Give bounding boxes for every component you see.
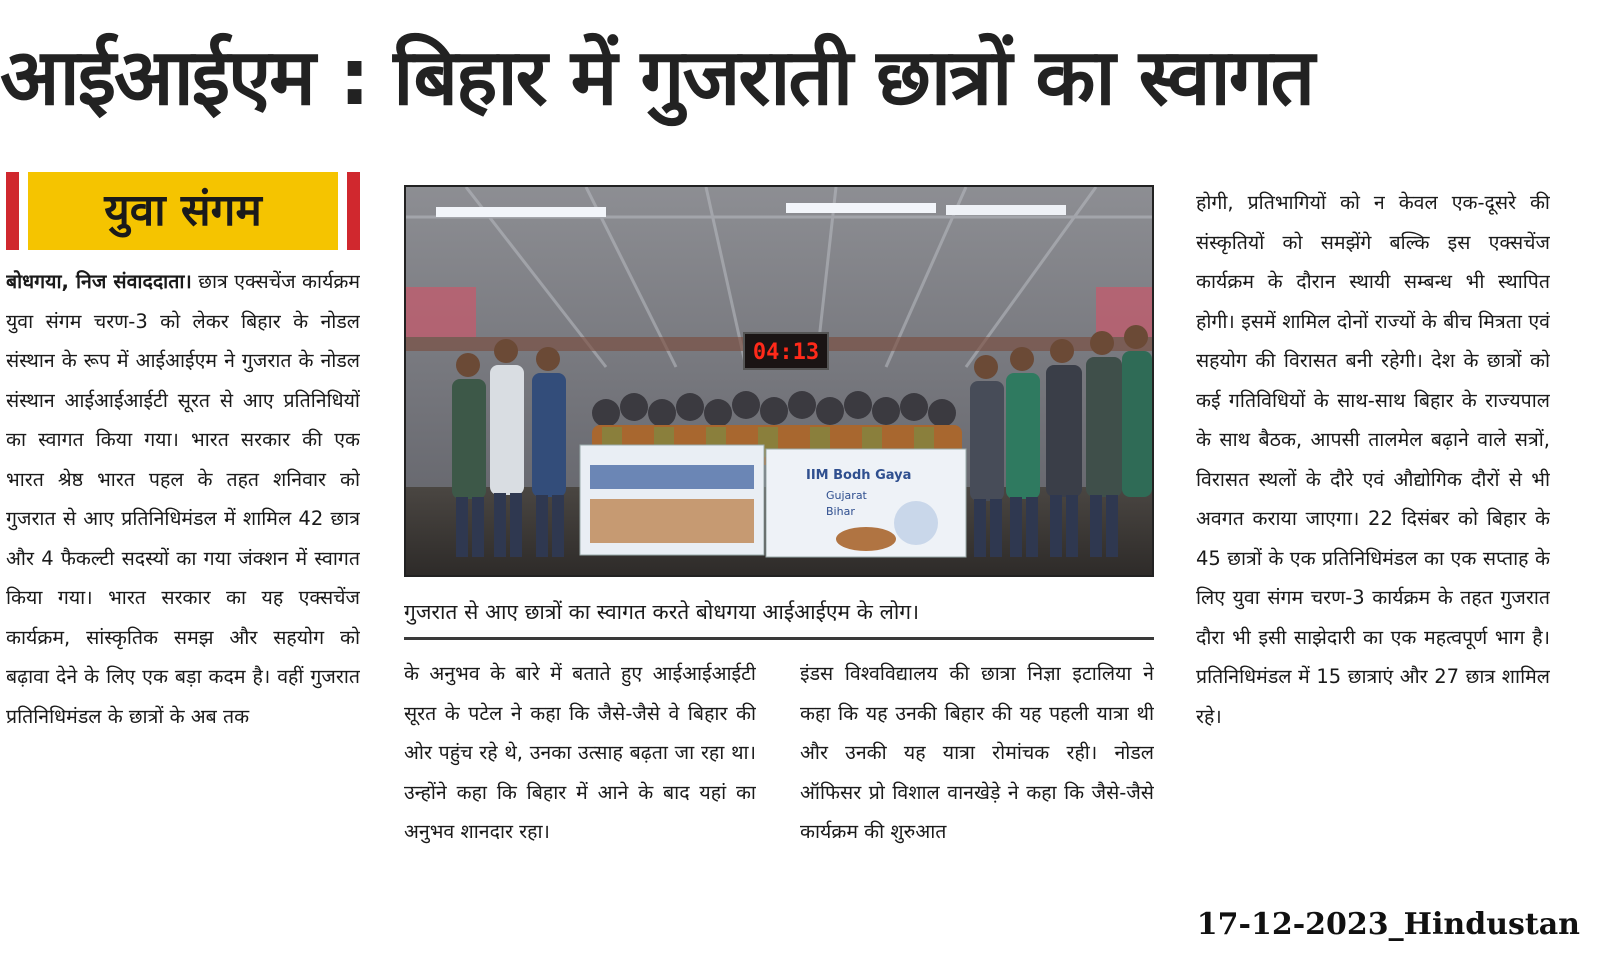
section-tag (6, 172, 360, 250)
dateline: बोधगया, निज संवाददाता। (6, 270, 192, 293)
source-credit: 17-12-2023_Hindustan (1196, 907, 1580, 942)
caption-divider (404, 637, 1154, 640)
tag-right-bar (347, 172, 360, 250)
news-photo (404, 185, 1154, 577)
banner-sub-1: Gujarat (826, 489, 867, 502)
banner-title: IIM Bodh Gaya (806, 468, 912, 483)
tag-left-bar (6, 172, 19, 250)
station-clock: 04:13 (752, 340, 820, 365)
photo-caption: गुजरात से आए छात्रों का स्वागत करते बोधगया आईआईएम के लोग। (404, 600, 920, 624)
group-photo-illustration (406, 187, 1152, 575)
article-column-3: इंडस विश्वविद्यालय की छात्रा निज्ञा इटालिया ने कहा कि यह उनकी बिहार की यह पहली यात्रा थी और उनकी यह यात्रा रोमांचक रही। नोडल ऑफिसर प्रो विशाल वानखेड़े ने कहा कि जैसे-जैसे कार्यक्रम की शुरुआत (800, 662, 1154, 843)
article-column-4: होगी, प्रतिभागियों को न केवल एक-दूसरे की संस्कृतियों को समझेंगे बल्कि इस एक्सचेंज कार्यक्रम के दौरान स्थायी सम्बन्ध भी स्थापित होगी। इसमें शामिल दोनों राज्यों के बीच मित्रता एवं सहयोग की विरासत बनी रहेगी। देश के छात्रों को कई गतिविधियों के साथ-साथ बिहार के राज्यपाल के साथ बैठक, आपसी तालमेल बढ़ाने वाले सत्रों, विरासत स्थलों के दौरे एवं औद्योगिक दौरों से भी अवगत कराया जाएगा। 22 दिसंबर को बिहार के 45 छात्रों के एक प्रतिनिधिमंडल का एक सप्ताह के लिए युवा संगम चरण-3 कार्यक्रम के तहत गुजरात दौरा भी इसी साझेदारी का एक महत्वपूर्ण भाग है। प्रतिनिधिमंडल में 15 छात्राएं और 27 छात्र शामिल रहे। (1196, 191, 1550, 728)
tag-label: युवा संगम (28, 172, 338, 250)
article-column-2: के अनुभव के बारे में बताते हुए आईआईआईटी सूरत के पटेल ने कहा कि जैसे-जैसे वे बिहार की ओर पहुंच रहे थे, उनका उत्साह बढ़ता जा रहा था। उन्होंने कहा कि बिहार में आने के बाद यहां का अनुभव शानदार रहा। (404, 662, 756, 843)
headline: आईआईएम : बिहार में गुजराती छात्रों का स्वागत (0, 33, 1314, 123)
banner-sub-2: Bihar (826, 505, 855, 518)
column-1-text: छात्र एक्सचेंज कार्यक्रम युवा संगम चरण-3 को लेकर बिहार के नोडल संस्थान के रूप में आईआईएम ने गुजरात के नोडल संस्थान आईआईआईटी सूरत से आए प्रतिनिधियों का स्वागत किया गया। भारत सरकार की एक भारत श्रेष्ठ भारत पहल के तहत शनिवार को गुजरात से आए प्रतिनिधिमंडल में शामिल 42 छात्र और 4 फैकल्टी सदस्यों का गया जंक्शन में स्वागत किया गया। भारत सरकार का यह एक्सचेंज कार्यक्रम, सांस्कृतिक समझ और सहयोग को बढ़ावा देने के लिए एक बड़ा कदम है। वहीं गुजरात प्रतिनिधिमंडल के छात्रों के अब तक (6, 270, 360, 728)
article-column-1 (6, 262, 360, 892)
